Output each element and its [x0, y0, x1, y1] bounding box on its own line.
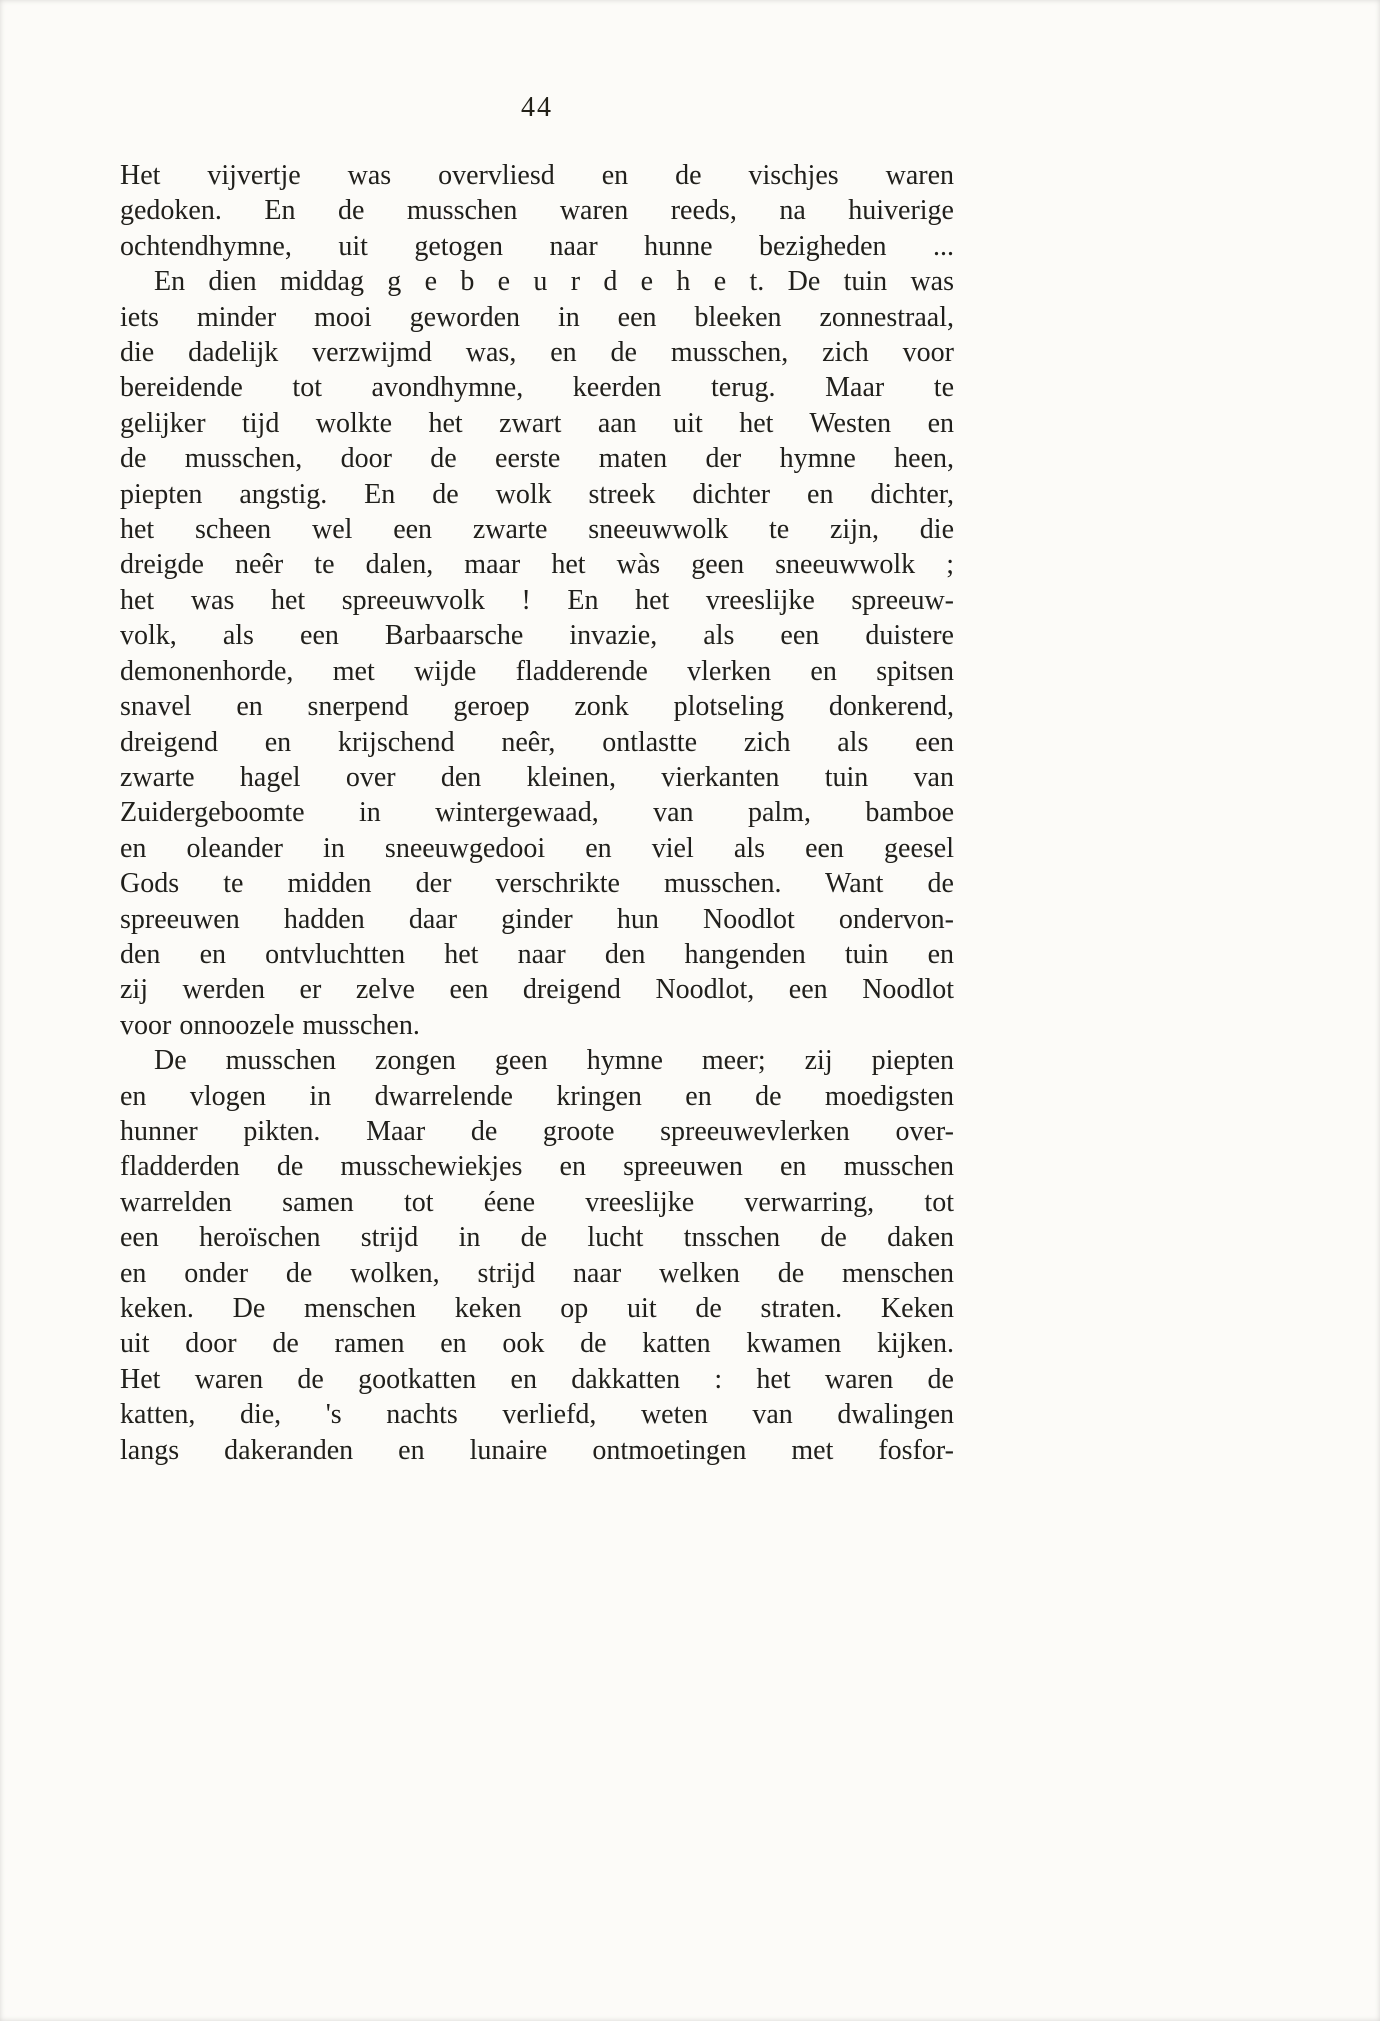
text-line: Gods te midden der verschrikte musschen. Want de: [120, 868, 954, 900]
text-line: en vlogen in dwarrelende kringen en de moedigsten: [120, 1080, 954, 1112]
text-line: keken. De menschen keken op uit de straten. Keken: [120, 1293, 954, 1324]
text-line: en oleander in sneeuwgedooi en viel als een geesel: [120, 832, 954, 864]
text-line: het was het spreeuwvolk ! En het vreeslijke spreeuw-: [120, 584, 954, 616]
text-line: het scheen wel een zwarte sneeuwwolk te zijn, die: [120, 514, 954, 546]
text-line: dreigend en krijschend neêr, ontlastte zich als een: [120, 726, 954, 758]
text-line: iets minder mooi geworden in een bleeken zonnestraal,: [120, 301, 954, 333]
text-line: En dien middag g e b e u r d e h e t. De tuin was: [154, 266, 954, 298]
text-line: Zuidergeboomte in wintergewaad, van palm, bamboe: [120, 797, 954, 829]
page-number: 44: [521, 92, 553, 123]
text-line: een heroïschen strijd in de lucht tnsschen de daken: [120, 1222, 954, 1254]
text-block: [120, 158, 954, 1468]
text-line: langs dakeranden en lunaire ontmoetingen met fosfor-: [120, 1434, 954, 1466]
text-line: den en ontvluchtten het naar den hangenden tuin en: [120, 938, 954, 970]
text-line: uit door de ramen en ook de katten kwamen kijken.: [120, 1328, 954, 1360]
text-line: volk, als een Barbaarsche invazie, als een duistere: [120, 620, 954, 652]
text-line: gedoken. En de musschen waren reeds, na huiverige: [120, 195, 954, 227]
text-line: piepten angstig. En de wolk streek dichter en dichter,: [120, 478, 954, 510]
text-line: zij werden er zelve een dreigend Noodlot, een Noodlot: [120, 974, 954, 1006]
text-line: spreeuwen hadden daar ginder hun Noodlot ondervon-: [120, 903, 954, 935]
text-line: en onder de wolken, strijd naar welken de menschen: [120, 1257, 954, 1289]
text-line: voor onnoozele musschen.: [120, 1009, 420, 1041]
text-line: bereidende tot avondhymne, keerden terug. Maar te: [120, 372, 954, 404]
text-line: gelijker tijd wolkte het zwart aan uit het Westen en: [120, 407, 954, 439]
text-line: demonenhorde, met wijde fladderende vlerken en spitsen: [120, 655, 954, 687]
text-line: hunner pikten. Maar de groote spreeuwevlerken over-: [120, 1115, 954, 1147]
text-line: De musschen zongen geen hymne meer; zij piepten: [154, 1045, 954, 1077]
text-line: fladderden de musschewiekjes en spreeuwen en musschen: [120, 1151, 954, 1183]
text-line: zwarte hagel over den kleinen, vierkanten tuin van: [120, 761, 954, 793]
text-line: ochtendhymne, uit getogen naar hunne bezigheden ...: [120, 230, 954, 262]
text-line: snavel en snerpend geroep zonk plotseling donkerend,: [120, 691, 954, 723]
text-line: die dadelijk verzwijmd was, en de musschen, zich voor: [120, 337, 954, 369]
text-line: dreigde neêr te dalen, maar het wàs geen sneeuwwolk ;: [120, 549, 954, 581]
text-line: warrelden samen tot éene vreeslijke verwarring, tot: [120, 1186, 954, 1218]
text-line: katten, die, 's nachts verliefd, weten van dwalingen: [120, 1399, 954, 1431]
text-line: de musschen, door de eerste maten der hymne heen,: [120, 443, 954, 475]
text-line: Het waren de gootkatten en dakkatten : het waren de: [120, 1363, 954, 1395]
text-line: Het vijvertje was overvliesd en de vischjes waren: [120, 160, 954, 191]
